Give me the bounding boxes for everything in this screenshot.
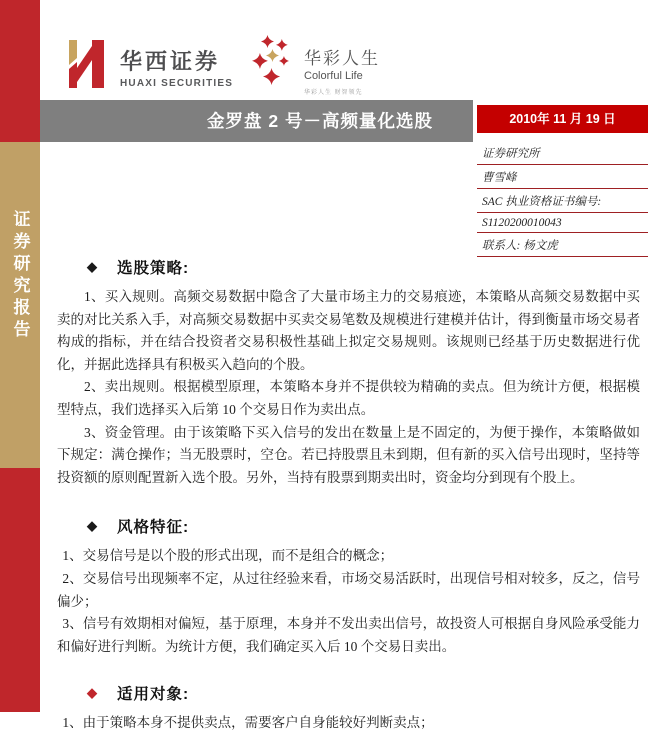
section-heading: [57, 515, 640, 537]
report-date-badge: 2010年 11 月 19 日: [477, 105, 648, 133]
paragraph-sell-rule: 2、卖出规则。根据模型原理，本策略本身并不提供较为精确的卖点。但为统计方便，根据模型特点，我们选择买入后第 10 个交易日作为卖出点。: [57, 379, 640, 417]
contact-person: 联系人: 杨文虎: [477, 233, 648, 257]
section-heading: [57, 682, 640, 704]
huaxi-securities-logo: [64, 38, 233, 95]
colorful-tagline: 华彩人生 财智领先: [304, 90, 363, 96]
colorful-name-cn: 华彩人生: [304, 49, 380, 68]
huaxi-h-mark-icon: [64, 38, 110, 95]
vertical-report-type-label: 证券研究报告: [10, 210, 30, 342]
diamond-bullet-icon: ◆: [87, 685, 98, 701]
section-style-characteristics: [57, 515, 640, 658]
strip-red-top: [0, 0, 40, 142]
sac-license-number: S1120200010043: [477, 213, 648, 233]
section-title: 适用对象:: [117, 686, 190, 704]
diamond-bullet-icon: ◆: [87, 518, 98, 534]
analyst-info-panel: [477, 141, 648, 257]
section-stock-selection-strategy: [57, 256, 640, 489]
huaxi-logo-text: [120, 45, 233, 89]
section-heading: [57, 256, 640, 278]
sac-license-label: SAC 执业资格证书编号:: [477, 189, 648, 213]
report-body: [57, 256, 640, 735]
paragraph-money-mgmt: 3、资金管理。由于该策略下买入信号的发出在数量上是不固定的，为便于操作，本策略做如下规定：满仓操作；当无股票时，空仓。若已持股票且未到期，但有新的买入信号出现时，坚持等投资额的原则配置新入选个股。另外，当持有股票到期卖出时，资金均分到现有个股上。: [57, 424, 640, 485]
colorful-name-en: Colorful Life: [304, 70, 363, 82]
section-applicable-audience: [57, 682, 640, 735]
strip-gold-band: [0, 142, 40, 468]
colorful-life-logo: [252, 34, 380, 96]
colorful-logo-text: [304, 44, 380, 96]
paragraph-style-1: 1、交易信号是以个股的形式出现，而不是组合的概念；: [62, 548, 394, 564]
section-title: 选股策略:: [117, 260, 190, 277]
strip-red-bottom: [0, 468, 40, 712]
report-header: [40, 0, 648, 100]
analyst-name: 曹雪峰: [477, 165, 648, 189]
research-institute-label: 证券研究所: [477, 141, 648, 165]
paragraph-style-3: 3、信号有效期相对偏短，基于原理，本身并不发出卖出信号，故投资人可根据自身风险承受能力和偏好进行判断。为统计方便，我们确定买入后 10 个交易日卖出。: [57, 616, 640, 654]
huaxi-name-en: HUAXI SECURITIES: [120, 77, 234, 89]
section-title: 风格特征:: [117, 519, 190, 537]
huaxi-name-cn: 华西证券: [120, 48, 221, 74]
diamond-bullet-icon: ◆: [87, 259, 98, 274]
left-brand-strip: [0, 0, 40, 712]
report-title-bar: 金罗盘 2 号－高频量化选股: [40, 100, 473, 142]
star-cluster-icon: [252, 34, 296, 95]
paragraph-style-2: 2、交易信号出现频率不定，从过往经验来看，市场交易活跃时，出现信号相对较多，反之，信号偏少；: [57, 570, 640, 609]
paragraph-audience-1: 1、由于策略本身不提供卖点，需要客户自身能较好判断卖点；: [62, 715, 434, 731]
paragraph-buy-rule: 1、买入规则。高频交易数据中隐含了大量市场主力的交易痕迹，本策略从高频交易数据中买卖的对比关系入手，对高频交易数据中买卖交易笔数及规模进行建模并估计，得到衡量市场交易者构成的指标，并在结合投资者交易积极性基础上拟定交易规则。该规则已经基于历史数据进行优化，并据此选择具有积极买入趋向的个股。: [57, 289, 640, 372]
